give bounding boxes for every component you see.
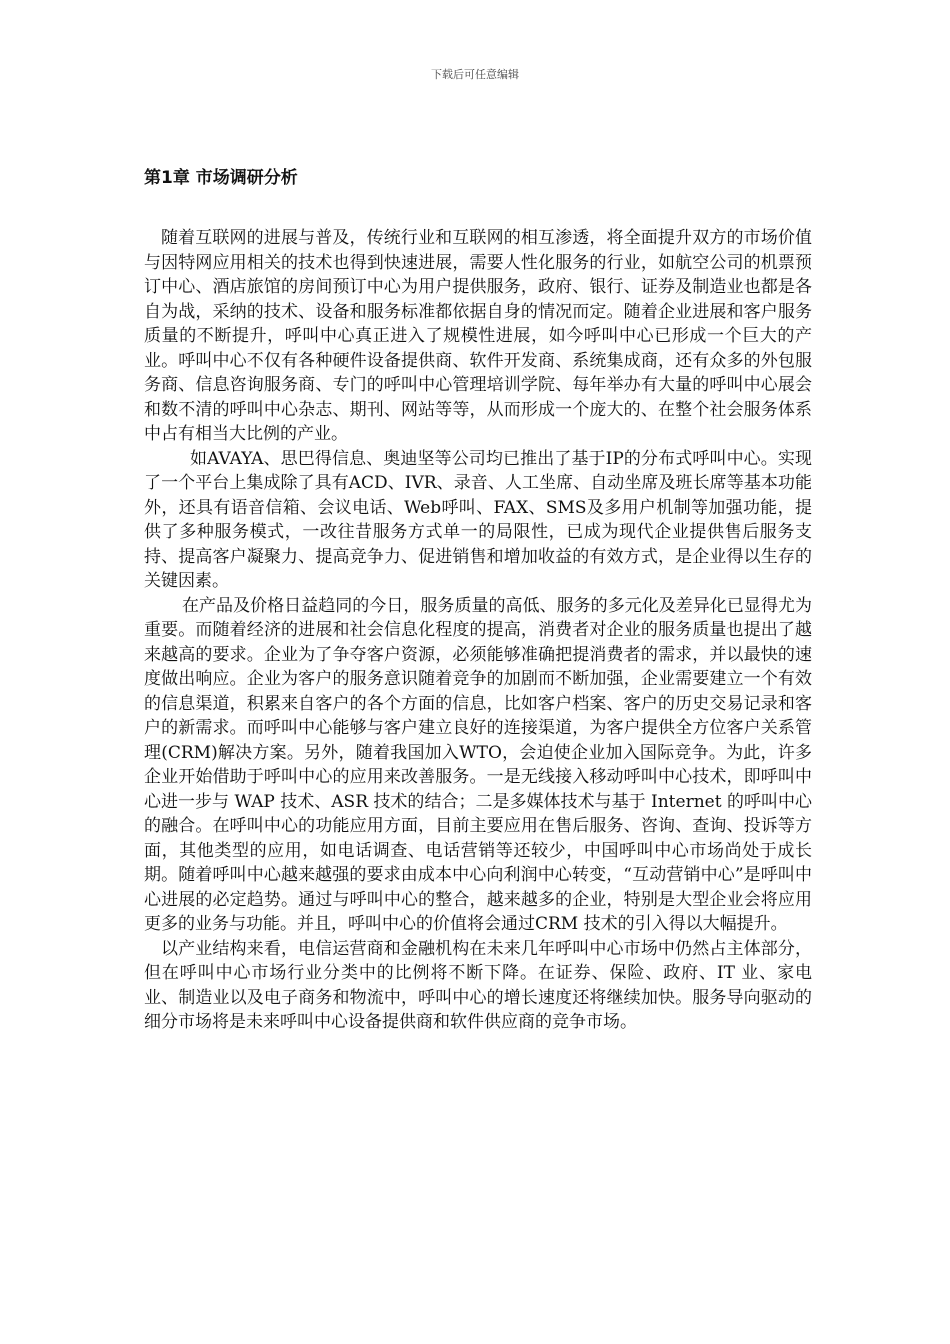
chapter-title: 第1章 市场调研分析 bbox=[144, 168, 298, 188]
paragraph-4: 以产业结构来看，电信运营商和金融机构在未来几年呼叫中心市场中仍然占主体部分，但在呼叫中心市场行业分类中的比例将不断下降。在证券、保险、政府、IT 业、家电业、制造业以及电子商务和物流中，呼叫中心的增长速度还将继续加快。服务导向驱动的细分市场将是未来呼叫中心设备提供商和软件供应商的竞争市场。 bbox=[144, 938, 812, 1032]
paragraph-1: 随着互联网的进展与普及，传统行业和互联网的相互渗透，将全面提升双方的市场价值与因特网应用相关的技术也得到快速进展，需要人性化服务的行业，如航空公司的机票预订中心、酒店旅馆的房间预订中心为用户提供服务，政府、银行、证券及制造业也都是各自为战，采纳的技术、设备和服务标准都依据自身的情况而定。随着企业进展和客户服务质量的不断提升，呼叫中心真正进入了规模性进展，如今呼叫中心已形成一个巨大的产业。呼叫中心不仅有各种硬件设备提供商、软件开发商、系统集成商，还有众多的外包服务商、信息咨询服务商、专门的呼叫中心管理培训学院、每年举办有大量的呼叫中心展会和数不清的呼叫中心杂志、期刊、网站等等，从而形成一个庞大的、在整个社会服务体系中占有相当大比例的产业。 bbox=[144, 228, 812, 444]
body-text bbox=[144, 226, 812, 1035]
paragraph-2: 如AVAYA、思巴得信息、奥迪坚等公司均已推出了基于IP的分布式呼叫中心。实现了一个平台上集成除了具有ACD、IVR、录音、人工坐席、自动坐席及班长席等基本功能外，还具有语音信箱、会议电话、Web呼叫、FAX、SMS及多用户机制等加强功能，提供了多种服务模式，一改往昔服务方式单一的局限性，已成为现代企业提供售后服务支持、提高客户凝聚力、提高竞争力、促进销售和增加收益的有效方式，是企业得以生存的关键因素。 bbox=[144, 448, 812, 591]
paragraph-3: 在产品及价格日益趋同的今日，服务质量的高低、服务的多元化及差异化已显得尤为重要。而随着经济的进展和社会信息化程度的提高，消费者对企业的服务质量也提出了越来越高的要求。企业为了争夺客户资源，必须能够准确把提消费者的需求，并以最快的速度做出响应。企业为客户的服务意识随着竞争的加剧而不断加强，企业需要建立一个有效的信息渠道，积累来自客户的各个方面的信息，比如客户档案、客户的历史交易记录和客户的新需求。而呼叫中心能够与客户建立良好的连接渠道，为客户提供全方位客户关系管理(CRM)解决方案。另外，随着我国加入WTO，会迫使企业加入国际竞争。为此，许多企业开始借助于呼叫中心的应用来改善服务。一是无线接入移动呼叫中心技术，即呼叫中心进一步与 WAP 技术、ASR 技术的结合；二是多媒体技术与基于 Internet 的呼叫中心的融合。在呼叫中心的功能应用方面，目前主要应用在售后服务、咨询、查询、投诉等方面，其他类型的应用，如电话调查、电话营销等还较少，中国呼叫中心市场尚处于成长期。随着呼叫中心越来越强的要求由成本中心向利润中心转变，“互动营销中心”是呼叫中心进展的必定趋势。通过与呼叫中心的整合，越来越多的企业，特别是大型企业会将应用更多的业务与功能。并且，呼叫中心的价值将会通过CRM 技术的引入得以大幅提升。 bbox=[144, 595, 812, 934]
page-header-note: 下载后可任意编辑 bbox=[431, 68, 519, 81]
